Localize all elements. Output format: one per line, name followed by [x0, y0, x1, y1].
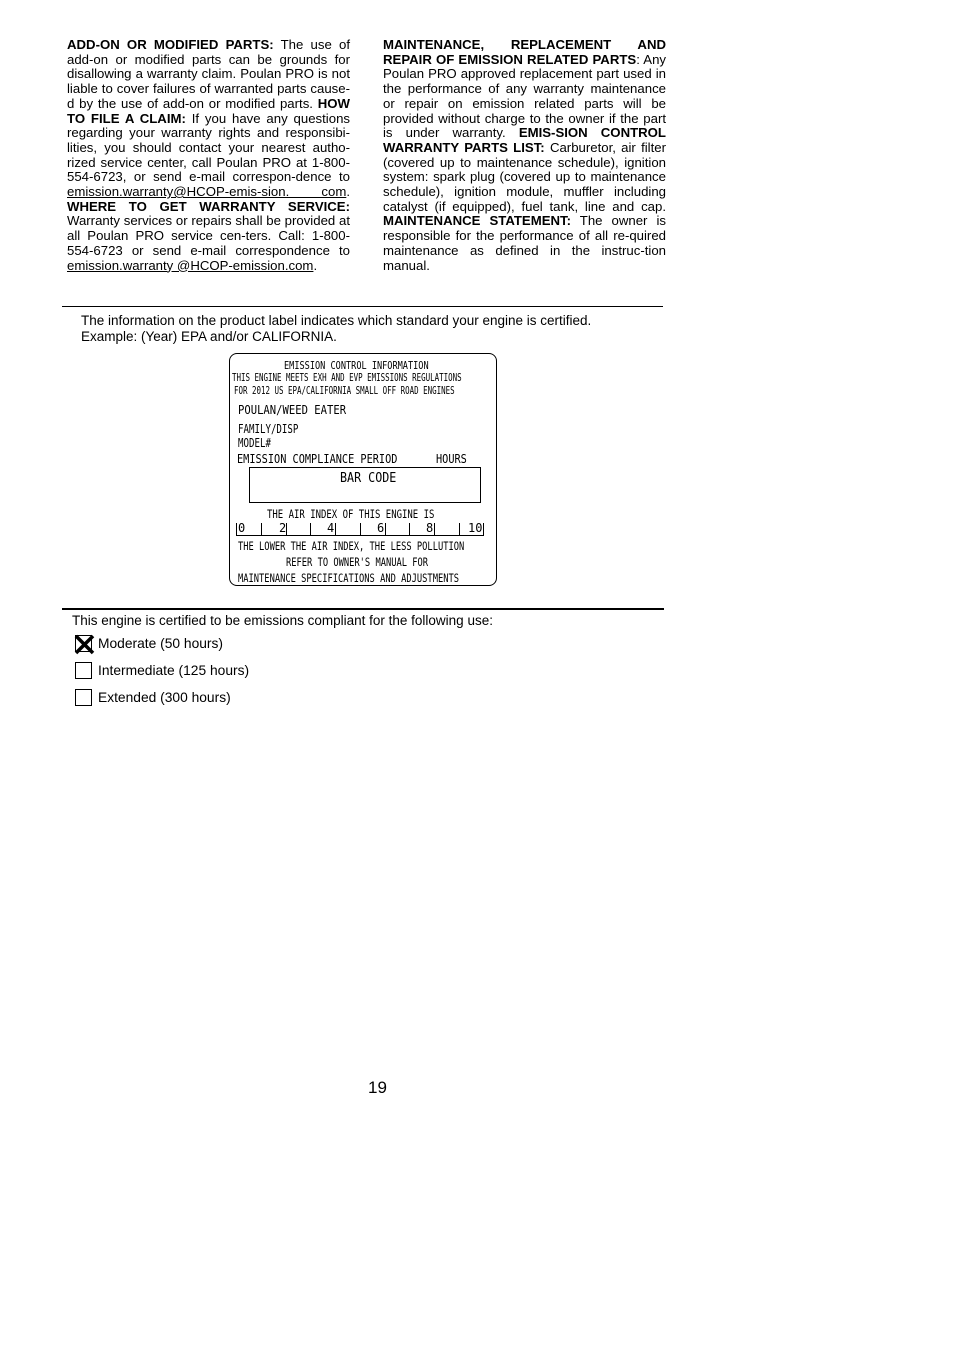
scale-tick: [409, 523, 410, 535]
file-claim-end: .: [346, 184, 350, 200]
option-moderate[interactable]: [75, 635, 223, 652]
moderate-checkbox[interactable]: [75, 635, 92, 652]
scale-tick: [261, 523, 262, 535]
page-number: 19: [368, 1078, 387, 1097]
intermediate-checkbox[interactable]: [75, 662, 92, 679]
addon-parts-text: The use of add-on or modified parts can be grounds for disallowing a warranty claim. Poulan PRO is not liable to cover failures of warranted parts cause-d by the use of add-on or modified parts.: [67, 37, 350, 111]
file-claim-text: If you have any questions regarding your warranty rights and responsibi-lities, you should contact your nearest autho-rized service center, call Poulan PRO at 1-800-554-6723, or send e-mail correspon-dence to: [67, 110, 350, 185]
scale-number: 2: [279, 521, 287, 535]
emission-control-label: [229, 353, 497, 586]
label-compliance-period: EMISSION COMPLIANCE PERIOD: [237, 451, 398, 466]
label-maintenance-specs: MAINTENANCE SPECIFICATIONS AND ADJUSTMENTS: [238, 571, 460, 585]
intermediate-label: Intermediate (125 hours): [98, 663, 250, 678]
scale-tick: [483, 523, 484, 535]
maintenance-statement-heading: MAINTENANCE STATEMENT:: [383, 213, 572, 229]
barcode-box: [249, 467, 481, 503]
maintenance-parts-text: : Any Poulan PRO approved replacement part used in the performance of any warranty maintenance or repair on emission related parts will be provided without charge to the owner if the part is under warranty.: [383, 51, 666, 141]
warranty-service-heading: WHERE TO GET WARRANTY SERVICE:: [67, 198, 350, 214]
label-info-line-1: The information on the product label indicates which standard your engine is certified.: [81, 313, 592, 328]
scale-tick: [236, 523, 237, 535]
label-refer-manual: REFER TO OWNER'S MANUAL FOR: [286, 555, 429, 569]
section-divider: [62, 306, 663, 307]
warranty-service-text: Warranty services or repairs shall be provided at all Poulan PRO service cen-ters. Call: 1-800-554-6723 or send e-mail correspondence to: [67, 213, 350, 258]
option-extended[interactable]: [75, 689, 231, 706]
label-header-1: EMISSION CONTROL INFORMATION: [284, 359, 429, 372]
scale-tick: [360, 523, 361, 535]
maintenance-statement-text: The owner is responsible for the performance of all re-quired maintenance as defined in the instruc-tion manual.: [383, 213, 666, 273]
air-index-title: THE AIR INDEX OF THIS ENGINE IS: [267, 507, 435, 521]
label-info-line-2: Example: (Year) EPA and/or CALIFORNIA.: [81, 328, 337, 344]
warranty-email-link-2[interactable]: emission.warranty @HCOP-emission.com: [67, 257, 314, 273]
scale-tick: [335, 523, 336, 535]
maintenance-parts-heading: MAINTENANCE, REPLACEMENT AND REPAIR OF EMISSION RELATED PARTS: [383, 37, 666, 67]
scale-number: 4: [327, 521, 335, 535]
scale-tick: [385, 523, 386, 535]
scale-number: 10: [468, 521, 483, 535]
warranty-left-column: [67, 38, 350, 273]
moderate-label: Moderate (50 hours): [98, 636, 224, 651]
label-brand: POULAN/WEED EATER: [238, 403, 347, 417]
certification-statement: This engine is certified to be emissions compliant for the following use:: [72, 613, 493, 628]
scale-number: 0: [238, 521, 246, 535]
parts-list-heading: EMIS-SION CONTROL WARRANTY PARTS LIST:: [383, 125, 666, 155]
label-lower-pollution: THE LOWER THE AIR INDEX, THE LESS POLLUTION: [238, 539, 465, 553]
extended-label: Extended (300 hours): [98, 690, 231, 705]
barcode-text: BAR CODE: [340, 471, 397, 486]
check-x-icon: [74, 634, 95, 655]
label-model: MODEL#: [238, 436, 271, 450]
option-intermediate[interactable]: [75, 662, 249, 679]
certification-divider: [62, 608, 664, 610]
label-info-text: [81, 313, 591, 344]
scale-tick: [434, 523, 435, 535]
extended-checkbox[interactable]: [75, 689, 92, 706]
addon-parts-heading: ADD-ON OR MODIFIED PARTS:: [67, 37, 274, 52]
air-index-scale: [236, 522, 484, 536]
label-header-2: THIS ENGINE MEETS EXH AND EVP EMISSIONS REGULATIONS: [232, 371, 462, 384]
warranty-email-link[interactable]: emission.warranty@HCOP-emis-sion. com: [67, 184, 347, 200]
warranty-right-column: [383, 38, 666, 273]
file-claim-heading: HOW TO FILE A CLAIM:: [67, 95, 350, 126]
scale-tick: [286, 523, 287, 535]
label-hours: HOURS: [436, 451, 467, 466]
scale-tick: [310, 523, 311, 535]
label-family-disp: FAMILY/DISP: [238, 422, 299, 436]
warranty-service-end: .: [313, 257, 318, 273]
parts-list-text: Carburetor, air filter (covered up to maintenance schedule), ignition system: spark plug (covered up to maintenance schedule), ignition module, muffler including catalyst (if equipped), fuel tank, line and cap.: [383, 139, 666, 214]
label-header-3: FOR 2012 US EPA/CALIFORNIA SMALL OFF ROAD ENGINES: [234, 384, 455, 397]
scale-number: 8: [426, 521, 434, 535]
scale-tick: [459, 523, 460, 535]
scale-number: 6: [377, 521, 385, 535]
